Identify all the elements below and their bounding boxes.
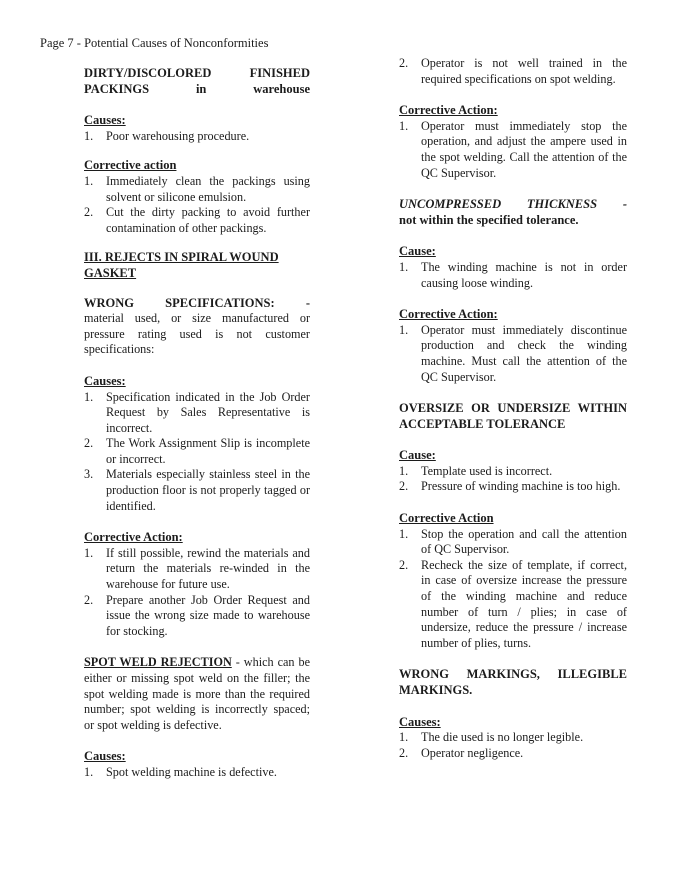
dirty-actions-list: [84, 174, 310, 236]
uncompressed-subheading: not within the specified tolerance.: [399, 212, 579, 227]
list-item: 2. Operator negligence.: [399, 745, 524, 760]
list-item: 2. Prepare another Job Order Request and issue the wrong size made to warehouse for stocking.: [84, 592, 310, 638]
markings-causes-list: [399, 730, 627, 761]
list-item: 1. Template used is incorrect.: [399, 463, 553, 478]
list-item: 2. Operator is not well trained in the required specifications on spot welding.: [399, 56, 627, 86]
spot-weld-description: - which can be either or missing spot weld on the filler; the spot welding made is more than the required number; spot welding is incorrectly spaced; or spot welding is defective.: [84, 655, 310, 732]
list-item: 1. Stop the operation and call the attention of QC Supervisor.: [399, 526, 627, 557]
list-item: 1. Operator must immediately stop the operation, and adjust the ampere used in the spot welding. Call the attention of the QC Supervisor.: [399, 118, 627, 180]
markings-heading: WRONG MARKINGS, ILLEGIBLE MARKINGS.: [399, 667, 627, 697]
spot-weld-causes-list: [84, 765, 310, 781]
section-heading-spiral-wound: III. REJECTS IN SPIRAL WOUND GASKET: [84, 250, 279, 280]
causes-label: Causes:: [84, 749, 126, 764]
list-item: 2. The Work Assignment Slip is incomplete or incorrect.: [84, 436, 310, 466]
list-item: 1. Specification indicated in the Job Order Request by Sales Representative is incorrect.: [84, 389, 310, 435]
spot-weld-paragraph: [84, 655, 310, 733]
list-item: 2. Cut the dirty packing to avoid further contamination of other packings.: [84, 205, 310, 235]
spot-weld-heading: SPOT WELD REJECTION: [84, 655, 232, 670]
list-item: 2. Pressure of winding machine is too high.: [399, 479, 621, 494]
dirty-causes-list: [84, 129, 310, 145]
list-item: 1. Immediately clean the packings using solvent or silicone emulsion.: [84, 173, 310, 204]
causes-label: Causes:: [399, 714, 441, 729]
wrong-spec-heading: WRONG SPECIFICATIONS: -: [84, 295, 310, 310]
list-item: 1. The die used is no longer legible.: [399, 730, 584, 745]
wrong-spec-actions-list: [84, 546, 310, 640]
causes-label: Causes:: [84, 113, 126, 128]
causes-label: Causes:: [84, 373, 126, 388]
corrective-action-label: Corrective action: [84, 158, 177, 173]
oversize-heading: OVERSIZE OR UNDERSIZE WITHIN ACCEPTABLE TOLERANCE: [399, 401, 627, 431]
list-item: 1. The winding machine is not in order causing loose winding.: [399, 259, 627, 290]
uncompressed-actions-list: [399, 323, 627, 385]
wrong-spec-causes-list: [84, 390, 310, 515]
oversize-causes-list: [399, 464, 627, 495]
corrective-action-label: Corrective Action:: [399, 307, 498, 322]
right-column: [399, 56, 627, 761]
list-item: 1. Poor warehousing procedure.: [84, 128, 250, 143]
left-column: [84, 66, 310, 781]
corrective-action-label: Corrective Action:: [399, 103, 498, 118]
list-item: 1. Spot welding machine is defective.: [84, 764, 277, 779]
list-item: 1. If still possible, rewind the materials and return the materials re-winded in the warehouse for future use.: [84, 545, 310, 592]
uncompressed-heading: UNCOMPRESSED THICKNESS -: [399, 197, 627, 212]
list-item: 3. Materials especially stainless steel in the production floor is not properly tagged or identified.: [84, 467, 310, 513]
page-header: Page 7 - Potential Causes of Nonconformities: [40, 36, 269, 50]
dirty-packings-heading: DIRTY/DISCOLORED FINISHED PACKINGS in warehouse: [84, 66, 310, 96]
cause-label: Cause:: [399, 448, 436, 463]
oversize-actions-list: [399, 527, 627, 652]
wrong-spec-description: material used, or size manufactured or pressure rating used is not customer specifications:: [84, 311, 310, 357]
list-item: 2. Recheck the size of template, if correct, in case of oversize increase the pressure of the winding machine and reduce number of turn / plies; in case of undersize, reduce the pressure / increase number of plies, turns.: [399, 557, 627, 650]
uncompressed-causes-list: [399, 260, 627, 291]
cause-label: Cause:: [399, 244, 436, 259]
spot-weld-causes-continued: [399, 56, 627, 87]
corrective-action-label: Corrective Action:: [84, 530, 183, 545]
list-item: 1. Operator must immediately discontinue production and check the winding machine. Must call the attention of the QC Supervisor.: [399, 322, 627, 384]
spot-weld-actions-list: [399, 119, 627, 181]
corrective-action-label: Corrective Action: [399, 511, 494, 526]
